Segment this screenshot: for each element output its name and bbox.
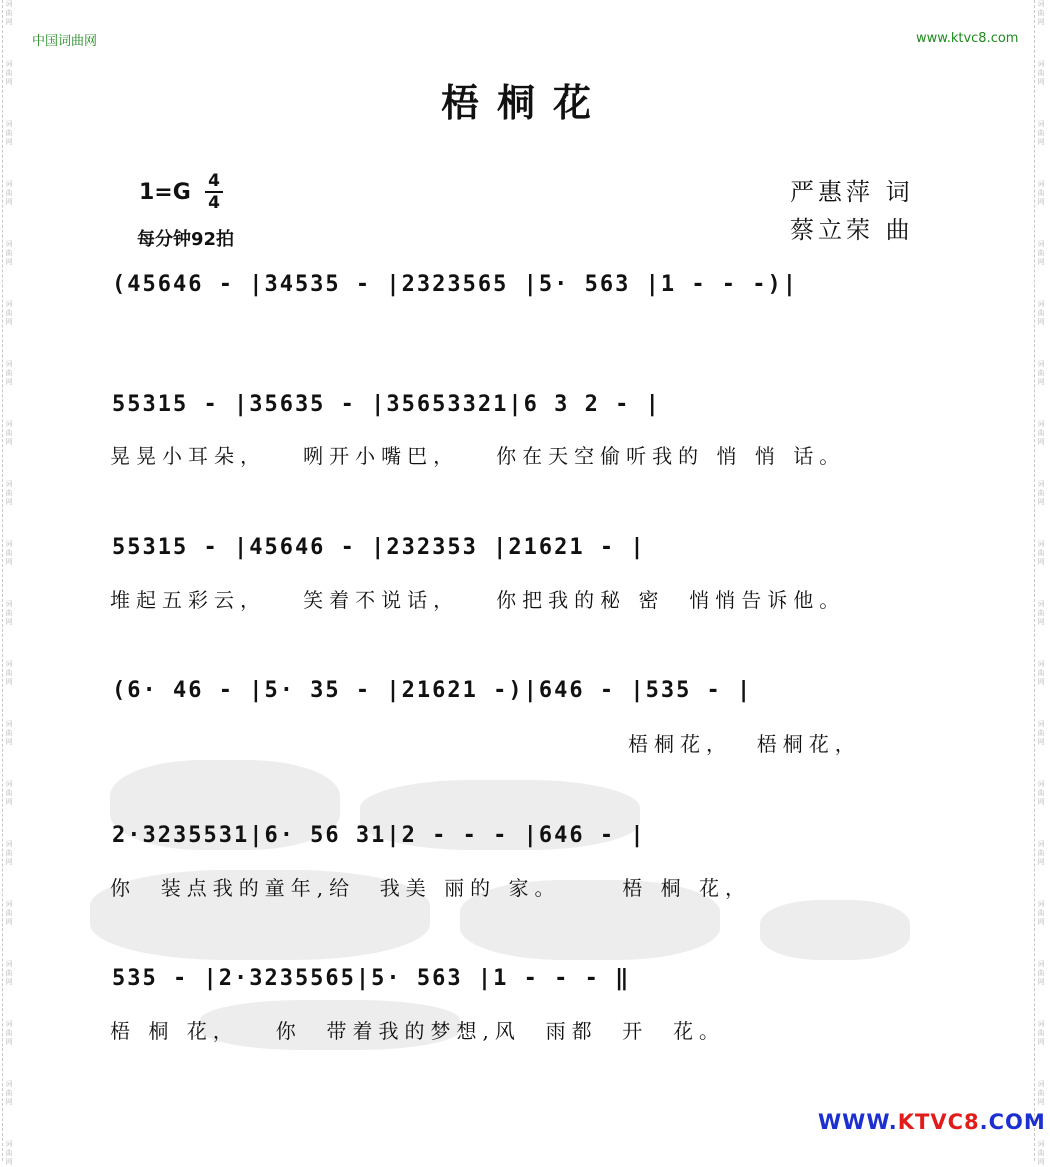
side-watermark-mark: 词 曲 网 xyxy=(1037,780,1045,806)
side-watermark-mark: 词 曲 网 xyxy=(5,960,13,986)
side-watermark-mark: 词 曲 网 xyxy=(1037,960,1045,986)
side-watermark-mark: 词 曲 网 xyxy=(5,1020,13,1046)
footer-logo-brand: KTVC8 xyxy=(897,1110,980,1134)
notation-line-2: 55315 - |35635 - |35653321|6 3 2 - | xyxy=(112,392,661,417)
notation-line-3: 55315 - |45646 - |232353 |21621 - | xyxy=(112,535,646,560)
side-watermark-mark: 词 曲 网 xyxy=(1037,840,1045,866)
side-watermark-mark: 词 曲 网 xyxy=(1037,120,1045,146)
key-signature: 1=G xyxy=(139,180,191,205)
side-watermark-mark: 词 曲 网 xyxy=(1037,0,1045,26)
side-watermark-mark: 词 曲 网 xyxy=(5,1140,13,1166)
side-watermark-mark: 词 曲 网 xyxy=(1037,900,1045,926)
site-name[interactable]: 中国词曲网 xyxy=(32,34,98,49)
left-watermark-strip xyxy=(2,0,15,1166)
side-watermark-mark: 词 曲 网 xyxy=(1037,60,1045,86)
notation-line-4: (6· 46 - |5· 35 - |21621 -)|646 - |535 - | xyxy=(112,678,753,703)
side-watermark-mark: 词 曲 网 xyxy=(5,360,13,386)
song-title: 梧桐花 xyxy=(440,80,609,125)
right-watermark-strip xyxy=(1034,0,1047,1166)
side-watermark-mark: 词 曲 网 xyxy=(1037,240,1045,266)
side-watermark-mark: 词 曲 网 xyxy=(5,480,13,506)
lyric-line-2: 晃晃小耳朵， 咧开小嘴巴， 你在天空偷听我的 悄 悄 话。 xyxy=(110,444,846,468)
side-watermark-mark: 词 曲 网 xyxy=(5,180,13,206)
lyric-line-3: 堆起五彩云， 笑着不说话， 你把我的秘 密 悄悄告诉他。 xyxy=(110,588,846,612)
side-watermark-mark: 词 曲 网 xyxy=(5,780,13,806)
side-watermark-mark: 词 曲 网 xyxy=(5,300,13,326)
footer-logo-prefix: WWW. xyxy=(818,1110,898,1134)
side-watermark-mark: 词 曲 网 xyxy=(1037,600,1045,626)
side-watermark-mark: 词 曲 网 xyxy=(5,720,13,746)
side-watermark-mark: 词 曲 网 xyxy=(1037,360,1045,386)
side-watermark-mark: 词 曲 网 xyxy=(1037,480,1045,506)
side-watermark-mark: 词 曲 网 xyxy=(5,1080,13,1106)
notation-line-1: (45646 - |34535 - |2323565 |5· 563 |1 - - -)| xyxy=(112,272,799,297)
time-signature xyxy=(203,172,225,212)
site-url[interactable]: www.ktvc8.com xyxy=(916,31,1019,46)
side-watermark-mark: 词 曲 网 xyxy=(5,420,13,446)
side-watermark-mark: 词 曲 网 xyxy=(1037,420,1045,446)
scan-noise xyxy=(760,900,910,960)
lyric-line-4: 梧桐花， 梧桐花， xyxy=(628,732,861,756)
meter-top: 4 xyxy=(208,171,220,191)
notation-line-6: 535 - |2·3235565|5· 563 |1 - - - ‖ xyxy=(112,966,631,991)
side-watermark-mark: 词 曲 网 xyxy=(5,60,13,86)
lyric-line-6: 梧 桐 花， 你 带着我的梦想,风 雨都 开 花。 xyxy=(110,1019,726,1043)
notation-line-5: 2·3235531|6· 56 31|2 - - - |646 - | xyxy=(112,823,646,848)
footer-logo-suffix: .COM xyxy=(979,1110,1046,1134)
meter-bottom: 4 xyxy=(208,193,220,213)
side-watermark-mark: 词 曲 网 xyxy=(5,900,13,926)
side-watermark-mark: 词 曲 网 xyxy=(1037,1020,1045,1046)
side-watermark-mark: 词 曲 网 xyxy=(5,540,13,566)
side-watermark-mark: 词 曲 网 xyxy=(1037,180,1045,206)
side-watermark-mark: 词 曲 网 xyxy=(5,120,13,146)
side-watermark-mark: 词 曲 网 xyxy=(1037,1140,1045,1166)
side-watermark-mark: 词 曲 网 xyxy=(1037,540,1045,566)
lyric-line-5: 你 装点我的童年,给 我美 丽的 家。 梧 桐 花， xyxy=(110,876,752,900)
side-watermark-mark: 词 曲 网 xyxy=(1037,1080,1045,1106)
side-watermark-mark: 词 曲 网 xyxy=(1037,720,1045,746)
side-watermark-mark: 词 曲 网 xyxy=(1037,660,1045,686)
side-watermark-mark: 词 曲 网 xyxy=(5,240,13,266)
side-watermark-mark: 词 曲 网 xyxy=(1037,300,1045,326)
side-watermark-mark: 词 曲 网 xyxy=(5,0,13,26)
side-watermark-mark: 词 曲 网 xyxy=(5,600,13,626)
composer-credit: 蔡立荣 曲 xyxy=(790,216,914,244)
lyricist-credit: 严惠萍 词 xyxy=(790,178,914,206)
side-watermark-mark: 词 曲 网 xyxy=(5,660,13,686)
tempo-marking: 每分钟92拍 xyxy=(137,229,235,250)
side-watermark-mark: 词 曲 网 xyxy=(5,840,13,866)
footer-logo[interactable] xyxy=(818,1110,1046,1134)
